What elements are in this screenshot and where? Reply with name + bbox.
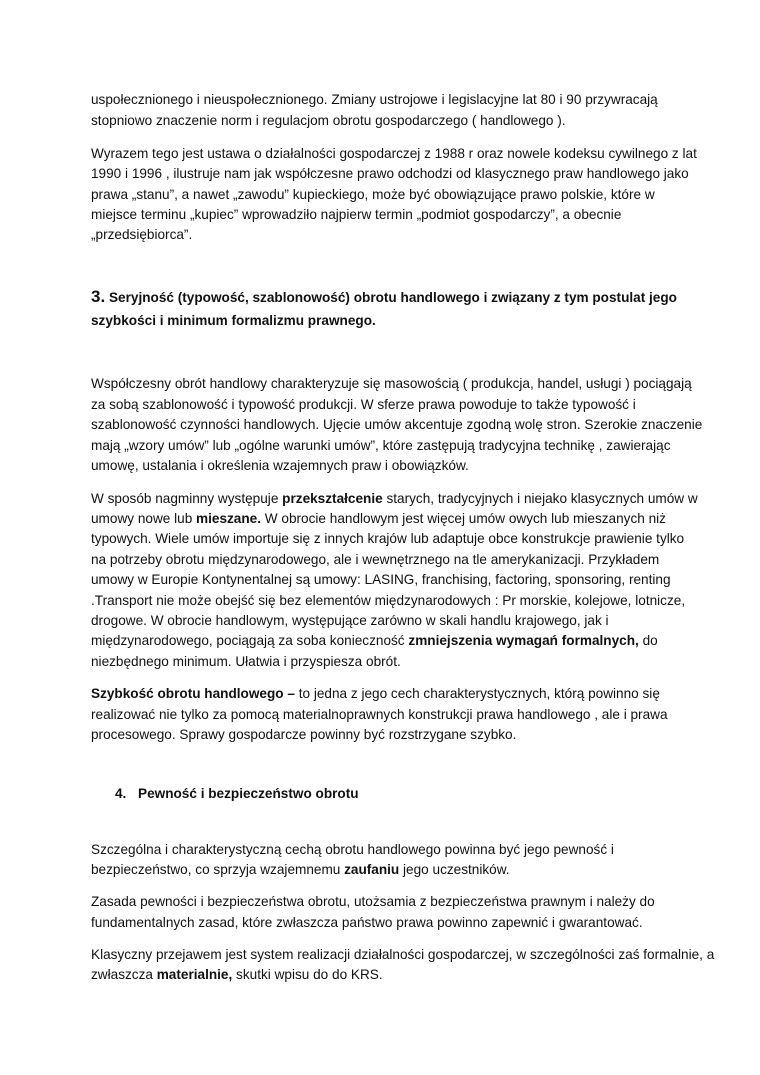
- text-line: [91, 966, 383, 984]
- text-run: umowy nowe lub: [91, 511, 197, 526]
- text-line: Szczególna i charakterystyczną cechą obrotu handlowego powinna być jego pewność i: [91, 842, 614, 857]
- text-line: procesowego. Sprawy gospodarcze powinny być rozstrzygane szybko.: [91, 727, 517, 742]
- text-run: skutki wpisu do do KRS.: [232, 967, 383, 982]
- text-line: Zasada pewności i bezpieczeństwa obrotu, utożsamia z bezpieczeństwa prawnym i należy do: [91, 894, 655, 909]
- text-run: zwłaszcza: [91, 967, 157, 982]
- text-line: [91, 490, 698, 508]
- bold-term: zaufaniu: [344, 862, 400, 877]
- text-line: 1990 i 1996 , ilustruje nam jak współczesne prawo odchodzi od klasycznego praw handlowego jako: [91, 166, 689, 181]
- section-4-number: 4.: [115, 786, 127, 801]
- text-line: niezbędnego minimum. Ułatwia i przyspiesza obrót.: [91, 654, 401, 669]
- text-line: miejsce terminu „kupiec” wprowadziło najpierw termin „podmiot gospodarczy”, a obecnie: [91, 207, 622, 222]
- text-line: za sobą szablonowość i typowość produkcji. W sferze prawa powoduje to także typowość i: [91, 397, 636, 412]
- bold-term: zmniejszenia wymagań formalnych,: [408, 633, 639, 648]
- section-3-title-cont: szybkości i minimum formalizmu prawnego.: [91, 313, 376, 328]
- bold-term: przekształcenie: [282, 491, 383, 506]
- text-line: stopniowo znaczenie norm i regulacjom obrotu gospodarczego ( handlowego ).: [91, 113, 566, 128]
- text-line: typowych. Wiele umów importuje się z innych krajów lub adaptuje obce konstrukcje prawienie tylko: [91, 531, 685, 546]
- text-run: bezpieczeństwo, co sprzyja wzajemnemu: [91, 862, 345, 877]
- text-line: fundamentalnych zasad, które zwłaszcza państwo prawa powinno zapewnić i gwarantować.: [91, 915, 643, 930]
- text-line: na potrzeby obrotu międzynarodowego, ale i wewnętrznego na tle amerykanizacji. Przykładem: [91, 552, 660, 567]
- text-run: międzynarodowego, pociągają za soba konieczność: [91, 633, 409, 648]
- text-line: umowy w Europie Kontynentalnej są umowy: LASING, franchising, factoring, sponsoring, renting: [91, 572, 671, 587]
- text-line: .Transport nie może obejść się bez elementów międzynarodowych : Pr morskie, kolejowe, lotnicze,: [91, 593, 686, 608]
- text-run: jego uczestników.: [399, 862, 510, 877]
- bold-term: Szybkość obrotu handlowego –: [91, 686, 295, 701]
- text-line: prawa „stanu”, a nawet „zawodu” kupieckiego, może być obowiązujące prawo polskie, które w: [91, 187, 655, 202]
- section-3-title: Seryjność (typowość, szablonowość) obrotu handlowego i związany z tym postulat jego: [108, 290, 677, 305]
- text-line: Klasyczny przejawem jest system realizacji działalności gospodarczej, w szczególności zaś formalnie, a: [91, 947, 715, 962]
- text-line: drogowe. W obrocie handlowym, występujące zarówno w skali handlu krajowego, jak i: [91, 613, 609, 628]
- text-line: umowę, ustalania i określenia wzajemnych praw i obowiązków.: [91, 458, 469, 473]
- text-line: realizować nie tylko za pomocą materialnoprawnych konstrukcji prawa handlowego , ale i prawa: [91, 707, 668, 722]
- section-3-heading: [91, 288, 677, 307]
- section-3-number: 3.: [91, 287, 106, 306]
- text-line: „przedsiębiorca”.: [91, 227, 193, 242]
- text-line: uspołecznionego i nieuspołecznionego. Zmiany ustrojowe i legislacyjne lat 80 i 90 przywracają: [91, 92, 658, 107]
- text-run: starych, tradycyjnych i niejako klasycznych umów w: [382, 491, 698, 506]
- text-line: szablonowość czynności handlowych. Ujęcie umów akcentuje zgodną wolę stron. Szerokie znaczenie: [91, 417, 703, 432]
- text-line: Wyrazem tego jest ustawa o działalności gospodarczej z 1988 r oraz nowele kodeksu cywilnego z lat: [91, 146, 697, 161]
- section-4-title: Pewność i bezpieczeństwo obrotu: [138, 786, 359, 801]
- bold-term: materialnie,: [156, 967, 233, 982]
- bold-term: mieszane.: [196, 511, 262, 526]
- text-run: W obrocie handlowym jest więcej umów owych lub mieszanych niż: [261, 511, 666, 526]
- text-line: [91, 685, 660, 703]
- text-run: to jedna z jego cech charakterystycznych, którą powinno się: [294, 686, 660, 701]
- text-line: mają „wzory umów” lub „ogólne warunki umów”, które zastępują tradycyjna technikę , zawierając: [91, 438, 671, 453]
- text-line: Współczesny obrót handlowy charakteryzuje się masowością ( produkcja, handel, usługi ) pociągają: [91, 376, 692, 391]
- text-run: do: [638, 633, 658, 648]
- text-run: W sposób nagminny występuje: [91, 491, 283, 506]
- text-line: [91, 510, 666, 528]
- text-line: [91, 632, 658, 650]
- text-line: [91, 861, 510, 879]
